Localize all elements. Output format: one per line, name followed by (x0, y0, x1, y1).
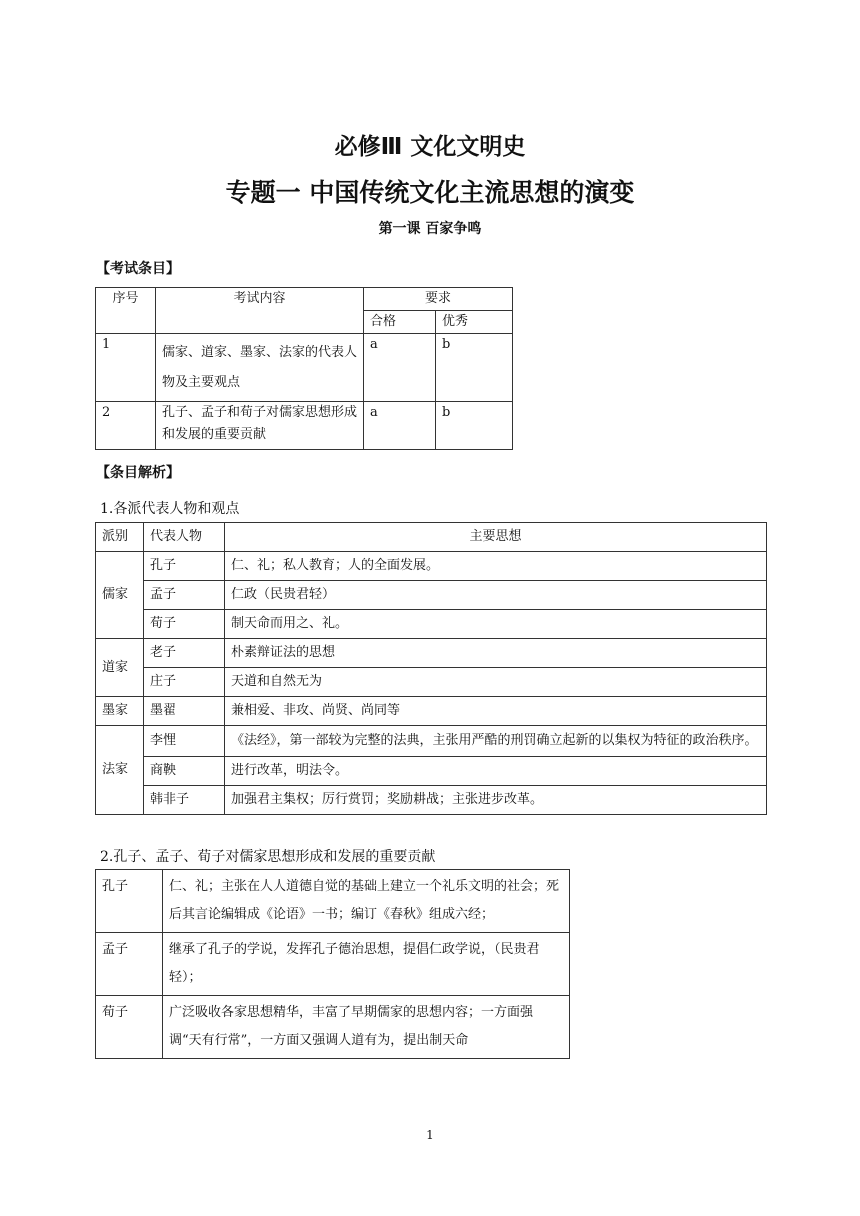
person-cell: 孟子 (96, 933, 163, 996)
cell-no: 1 (96, 334, 156, 402)
person-cell: 李悝 (144, 726, 225, 757)
table-row (96, 288, 513, 311)
document-title: 必修Ⅲ 文化文明史 (334, 134, 526, 160)
cell-pass: a (364, 334, 436, 402)
cell-no: 2 (96, 402, 156, 450)
table-row (96, 726, 767, 757)
page-number: 1 (426, 1128, 434, 1142)
cell-excellent: b (436, 402, 513, 450)
header-idea: 主要思想 (225, 523, 767, 552)
school-cell: 法家 (96, 726, 144, 815)
cell-pass: a (364, 402, 436, 450)
table-row (96, 870, 570, 933)
header-school: 派别 (96, 523, 144, 552)
school-cell: 墨家 (96, 697, 144, 726)
cell-excellent: b (436, 334, 513, 402)
header-person: 代表人物 (144, 523, 225, 552)
person-cell: 老子 (144, 639, 225, 668)
person-cell: 墨翟 (144, 697, 225, 726)
idea-cell: 仁政（民贵君轻） (225, 581, 767, 610)
table-row (96, 523, 767, 552)
person-cell: 孔子 (96, 870, 163, 933)
person-cell: 荀子 (96, 996, 163, 1059)
analysis-section-title: 【条目解析】 (96, 465, 180, 481)
table-row (96, 581, 767, 610)
contribution-cell: 广泛吸收各家思想精华，丰富了早期儒家的思想内容；一方面强调“天有行常”，一方面又强调人道有为，提出制天命 (163, 996, 570, 1059)
person-cell: 商鞅 (144, 757, 225, 786)
header-content: 考试内容 (156, 288, 364, 334)
school-cell: 道家 (96, 639, 144, 697)
idea-cell: 加强君主集权；厉行赏罚；奖励耕战；主张进步改革。 (225, 786, 767, 815)
header-pass: 合格 (364, 311, 436, 334)
table1-caption: 1.各派代表人物和观点 (100, 501, 240, 517)
table-row (96, 639, 767, 668)
header-no: 序号 (96, 288, 156, 334)
idea-cell: 天道和自然无为 (225, 668, 767, 697)
table-row (96, 610, 767, 639)
document-subtitle: 专题一 中国传统文化主流思想的演变 (225, 178, 635, 207)
table-row (96, 786, 767, 815)
header-excellent: 优秀 (436, 311, 513, 334)
person-cell: 韩非子 (144, 786, 225, 815)
person-cell: 荀子 (144, 610, 225, 639)
table-row (96, 552, 767, 581)
school-cell: 儒家 (96, 552, 144, 639)
idea-cell: 制天命而用之、礼。 (225, 610, 767, 639)
contribution-cell: 仁、礼；主张在人人道德自觉的基础上建立一个礼乐文明的社会；死后其言论编辑成《论语》一书；编订《春秋》组成六经； (163, 870, 570, 933)
header-requirement: 要求 (364, 288, 513, 311)
idea-cell: 朴素辩证法的思想 (225, 639, 767, 668)
table-row (96, 697, 767, 726)
contributions-table (95, 869, 570, 1059)
idea-cell: 进行改革，明法令。 (225, 757, 767, 786)
cell-content: 孔子、孟子和荀子对儒家思想形成和发展的重要贡献 (156, 402, 364, 450)
idea-cell: 仁、礼；私人教育；人的全面发展。 (225, 552, 767, 581)
lesson-title: 第一课 百家争鸣 (378, 221, 482, 237)
table-row (96, 334, 513, 402)
contribution-cell: 继承了孔子的学说，发挥孔子德治思想，提倡仁政学说，（民贵君轻）； (163, 933, 570, 996)
idea-cell: 兼相爱、非攻、尚贤、尚同等 (225, 697, 767, 726)
person-cell: 庄子 (144, 668, 225, 697)
person-cell: 孟子 (144, 581, 225, 610)
table-row (96, 668, 767, 697)
idea-cell: 《法经》，第一部较为完整的法典，主张用严酷的刑罚确立起新的以集权为特征的政治秩序。 (225, 726, 767, 757)
table2-caption: 2.孔子、孟子、荀子对儒家思想形成和发展的重要贡献 (100, 849, 436, 865)
exam-section-title: 【考试条目】 (96, 261, 180, 277)
exam-table (95, 287, 513, 450)
person-cell: 孔子 (144, 552, 225, 581)
table-row (96, 402, 513, 450)
table-row (96, 933, 570, 996)
table-row (96, 996, 570, 1059)
table-row (96, 757, 767, 786)
schools-table (95, 522, 767, 815)
cell-content: 儒家、道家、墨家、法家的代表人物及主要观点 (156, 334, 364, 402)
